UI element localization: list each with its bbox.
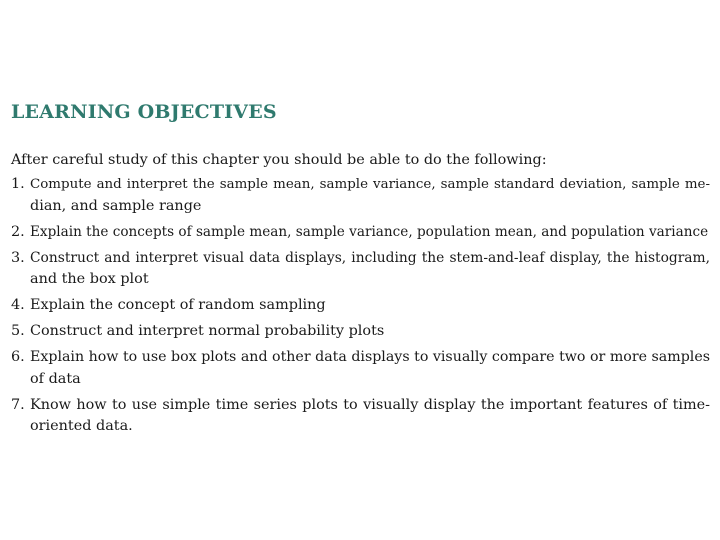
objective-item — [11, 222, 710, 244]
objective-line: Explain the concept of random sampling — [30, 297, 326, 313]
objective-number: 7. — [11, 396, 25, 413]
objective-line: Construct and interpret normal probability plots — [30, 323, 385, 339]
objective-number: 2. — [11, 223, 25, 240]
objective-line: and the box plot — [30, 271, 149, 287]
objective-item — [11, 174, 710, 217]
objectives-list — [11, 174, 710, 442]
objective-line: oriented data. — [30, 418, 133, 434]
objective-number: 1. — [11, 176, 25, 192]
objective-number: 4. — [11, 297, 25, 313]
section-heading: LEARNING OBJECTIVES — [11, 101, 277, 123]
objective-item — [11, 295, 710, 317]
objective-number: 5. — [11, 323, 25, 339]
intro-text: After careful study of this chapter you should be able to do the following: — [11, 152, 547, 168]
objective-item — [11, 248, 710, 291]
objective-line: dian, and sample range — [30, 197, 202, 214]
objective-line: Compute and interpret the sample mean, sample variance, sample standard deviation, sample me- — [30, 177, 710, 192]
objective-line: Construct and interpret visual data displays, including the stem-and-leaf display, the histogram, — [30, 249, 710, 266]
objective-line: Explain how to use box plots and other data displays to visually compare two or more samples — [30, 349, 710, 365]
objective-line: Explain the concepts of sample mean, sample variance, population mean, and population variance — [30, 223, 709, 240]
objective-item — [11, 347, 710, 390]
objective-item — [11, 321, 710, 343]
objective-number: 3. — [11, 249, 25, 266]
objective-item — [11, 395, 710, 438]
objective-line: Know how to use simple time series plots to visually display the important features of time- — [30, 396, 710, 413]
objective-number: 6. — [11, 349, 25, 365]
objective-line: of data — [30, 370, 81, 387]
